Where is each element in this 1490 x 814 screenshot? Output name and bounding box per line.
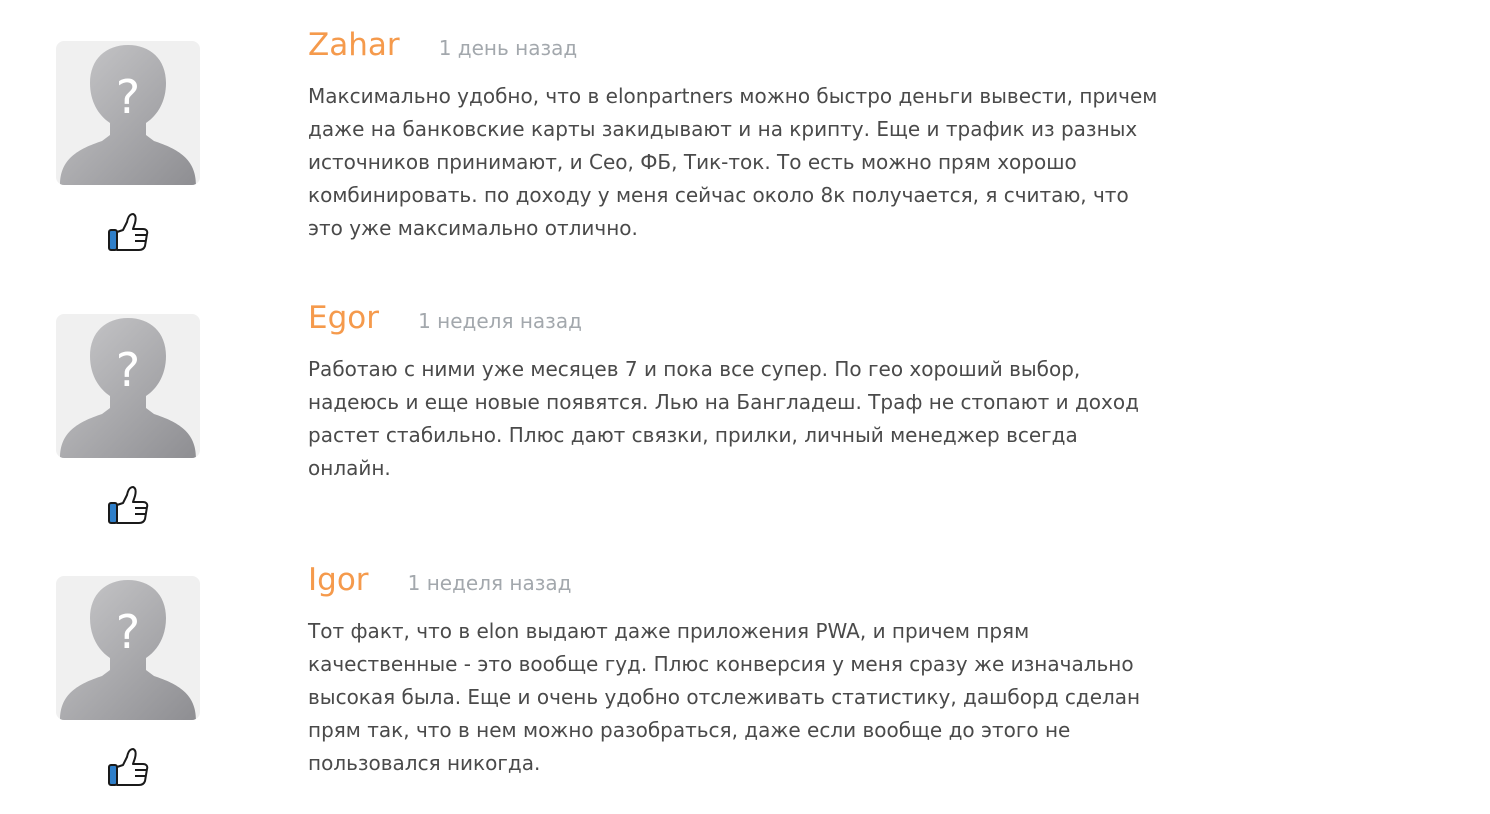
comment-author: Igor [308, 562, 369, 598]
comment-time: 1 неделя назад [418, 309, 582, 333]
thumbs-up-icon [106, 745, 150, 789]
comment-header [308, 562, 571, 598]
comment-time: 1 день назад [438, 36, 578, 60]
comment-header [308, 300, 582, 336]
comment-text: Тот факт, что в elon выдают даже приложения PWA, и причем прям качественные - это вообще гуд. Плюс конверсия у меня сразу же изначально высокая была. Еще и очень удобно отслеживать статистику, дашборд сделан прям так, что в нем можно разобраться, даже если вообще до этого не пользовался никогда. [308, 619, 1141, 775]
comment-author: Egor [308, 300, 379, 336]
avatar [56, 314, 200, 458]
avatar [56, 41, 200, 185]
like-button[interactable] [106, 483, 150, 527]
unknown-user-silhouette-icon [56, 576, 200, 720]
avatar [56, 576, 200, 720]
svg-text:?: ? [115, 70, 141, 124]
like-button[interactable] [106, 745, 150, 789]
comment-text: Максимально удобно, что в elonpartners можно быстро деньги вывести, причем даже на банковские карты закидывают и на крипту. Еще и трафик из разных источников принимают, и Сео, ФБ, Тик-ток. То есть можно прям хорошо комбинировать. по доходу у меня сейчас около 8к получается, я считаю, что это уже максимально отлично. [308, 84, 1158, 240]
like-button[interactable] [106, 210, 150, 254]
unknown-user-silhouette-icon [56, 314, 200, 458]
comment-header [308, 27, 577, 63]
comment-time: 1 неделя назад [407, 571, 572, 595]
svg-text:?: ? [115, 343, 141, 397]
comment-author: Zahar [308, 27, 400, 63]
comment-text: Работаю с ними уже месяцев 7 и пока все супер. По гео хороший выбор, надеюсь и еще новые появятся. Лью на Бангладеш. Траф не стопают и доход растет стабильно. Плюс дают связки, прилки, личный менеджер всегда онлайн. [308, 357, 1139, 480]
thumbs-up-icon [106, 210, 150, 254]
thumbs-up-icon [106, 483, 150, 527]
unknown-user-silhouette-icon [56, 41, 200, 185]
svg-text:?: ? [115, 605, 141, 659]
